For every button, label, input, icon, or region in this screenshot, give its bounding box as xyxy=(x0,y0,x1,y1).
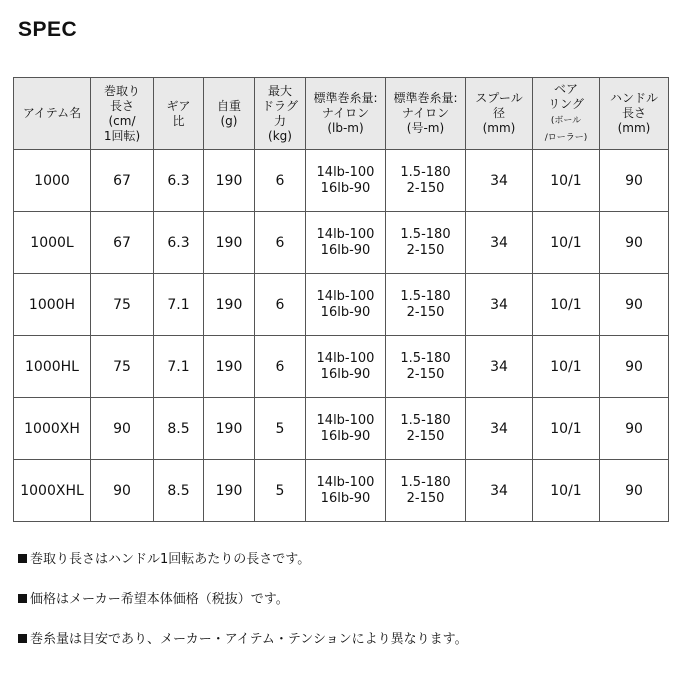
header-bearing: ベア リング (ボール /ローラー) xyxy=(533,78,600,150)
cell-gear-ratio: 7.1 xyxy=(154,336,204,398)
cell-retrieve-length: 90 xyxy=(91,460,154,522)
cell-max-drag: 5 xyxy=(255,460,306,522)
cell-weight: 190 xyxy=(204,460,255,522)
cell-handle-length: 90 xyxy=(600,212,669,274)
header-item-name: アイテム名 xyxy=(14,78,91,150)
cell-bearing: 10/1 xyxy=(533,398,600,460)
cell-item-name: 1000H xyxy=(14,274,91,336)
cell-max-drag: 6 xyxy=(255,336,306,398)
table-row xyxy=(14,460,669,522)
square-bullet-icon xyxy=(18,594,27,603)
cell-item-name: 1000HL xyxy=(14,336,91,398)
cell-handle-length: 90 xyxy=(600,398,669,460)
spec-title: SPEC xyxy=(18,18,78,41)
cell-item-name: 1000L xyxy=(14,212,91,274)
cell-retrieve-length: 67 xyxy=(91,150,154,212)
table-row xyxy=(14,336,669,398)
cell-handle-length: 90 xyxy=(600,150,669,212)
cell-gear-ratio: 8.5 xyxy=(154,398,204,460)
cell-retrieve-length: 67 xyxy=(91,212,154,274)
cell-bearing: 10/1 xyxy=(533,150,600,212)
cell-retrieve-length: 90 xyxy=(91,398,154,460)
cell-bearing: 10/1 xyxy=(533,336,600,398)
cell-line-capacity-go: 1.5-180 2-150 xyxy=(386,212,466,274)
header-line-capacity-lb: 標準巻糸量: ナイロン (lb-m) xyxy=(306,78,386,150)
cell-bearing: 10/1 xyxy=(533,274,600,336)
cell-spool-diameter: 34 xyxy=(466,150,533,212)
note-item xyxy=(18,548,468,571)
header-spool-diameter: スプール 径 (mm) xyxy=(466,78,533,150)
header-handle-length: ハンドル 長さ (mm) xyxy=(600,78,669,150)
cell-gear-ratio: 6.3 xyxy=(154,150,204,212)
note-text: 巻糸量は目安であり、メーカー・アイテム・テンションにより異なります。 xyxy=(30,632,468,647)
cell-item-name: 1000XH xyxy=(14,398,91,460)
header-line-capacity-go: 標準巻糸量: ナイロン (号-m) xyxy=(386,78,466,150)
cell-spool-diameter: 34 xyxy=(466,398,533,460)
cell-retrieve-length: 75 xyxy=(91,274,154,336)
header-retrieve-length: 巻取り 長さ (cm/ 1回転) xyxy=(91,78,154,150)
note-item xyxy=(18,588,468,611)
cell-weight: 190 xyxy=(204,336,255,398)
cell-bearing: 10/1 xyxy=(533,212,600,274)
table-row xyxy=(14,150,669,212)
cell-handle-length: 90 xyxy=(600,460,669,522)
square-bullet-icon xyxy=(18,554,27,563)
cell-max-drag: 6 xyxy=(255,274,306,336)
spec-table xyxy=(13,77,669,522)
cell-max-drag: 5 xyxy=(255,398,306,460)
cell-item-name: 1000XHL xyxy=(14,460,91,522)
header-weight: 自重 (g) xyxy=(204,78,255,150)
cell-line-capacity-go: 1.5-180 2-150 xyxy=(386,460,466,522)
cell-line-capacity-go: 1.5-180 2-150 xyxy=(386,398,466,460)
cell-line-capacity-lb: 14lb-100 16lb-90 xyxy=(306,150,386,212)
cell-gear-ratio: 8.5 xyxy=(154,460,204,522)
cell-spool-diameter: 34 xyxy=(466,212,533,274)
cell-handle-length: 90 xyxy=(600,336,669,398)
cell-weight: 190 xyxy=(204,150,255,212)
notes-section xyxy=(18,548,468,668)
cell-handle-length: 90 xyxy=(600,274,669,336)
table-row xyxy=(14,212,669,274)
header-max-drag: 最大 ドラグ 力 (kg) xyxy=(255,78,306,150)
cell-line-capacity-go: 1.5-180 2-150 xyxy=(386,274,466,336)
cell-line-capacity-lb: 14lb-100 16lb-90 xyxy=(306,460,386,522)
cell-weight: 190 xyxy=(204,398,255,460)
cell-gear-ratio: 7.1 xyxy=(154,274,204,336)
cell-retrieve-length: 75 xyxy=(91,336,154,398)
cell-gear-ratio: 6.3 xyxy=(154,212,204,274)
cell-line-capacity-lb: 14lb-100 16lb-90 xyxy=(306,398,386,460)
cell-line-capacity-go: 1.5-180 2-150 xyxy=(386,336,466,398)
table-row xyxy=(14,398,669,460)
square-bullet-icon xyxy=(18,634,27,643)
cell-max-drag: 6 xyxy=(255,212,306,274)
note-item xyxy=(18,628,468,651)
table-row xyxy=(14,274,669,336)
cell-spool-diameter: 34 xyxy=(466,274,533,336)
cell-line-capacity-lb: 14lb-100 16lb-90 xyxy=(306,336,386,398)
cell-bearing: 10/1 xyxy=(533,460,600,522)
header-gear-ratio: ギア 比 xyxy=(154,78,204,150)
note-text: 価格はメーカー希望本体価格（税抜）です。 xyxy=(30,592,289,607)
cell-weight: 190 xyxy=(204,212,255,274)
cell-max-drag: 6 xyxy=(255,150,306,212)
cell-item-name: 1000 xyxy=(14,150,91,212)
cell-weight: 190 xyxy=(204,274,255,336)
cell-line-capacity-go: 1.5-180 2-150 xyxy=(386,150,466,212)
note-text: 巻取り長さはハンドル1回転あたりの長さです。 xyxy=(30,552,311,567)
table-header-row xyxy=(14,78,669,150)
cell-line-capacity-lb: 14lb-100 16lb-90 xyxy=(306,274,386,336)
cell-spool-diameter: 34 xyxy=(466,336,533,398)
cell-line-capacity-lb: 14lb-100 16lb-90 xyxy=(306,212,386,274)
cell-spool-diameter: 34 xyxy=(466,460,533,522)
